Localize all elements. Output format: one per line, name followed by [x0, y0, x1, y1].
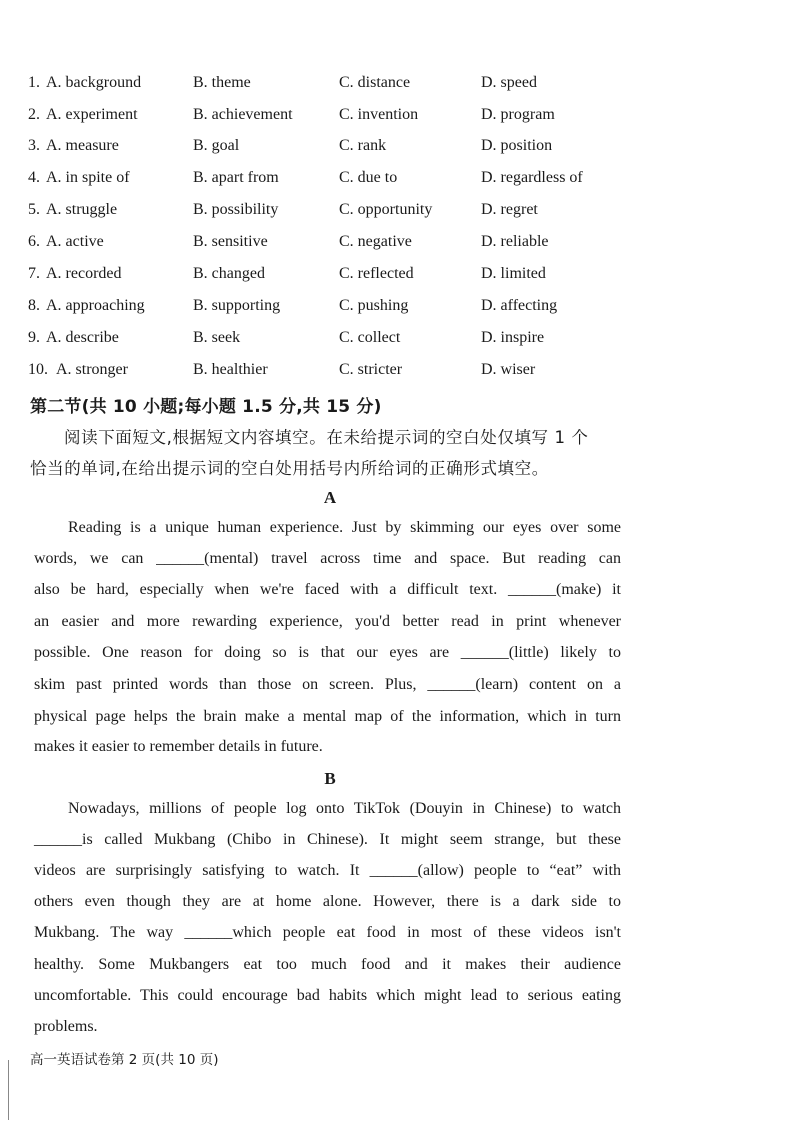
option-a: A. approaching — [46, 297, 145, 314]
passage-b-line: problems. — [34, 1018, 98, 1035]
question-number: 4. — [28, 169, 40, 186]
option-row-1 — [0, 74, 794, 98]
option-c: C. invention — [339, 106, 419, 123]
option-row-9 — [0, 329, 794, 353]
option-a: A. active — [46, 233, 104, 250]
option-c: C. due to — [339, 169, 398, 186]
option-d: D. reliable — [481, 233, 549, 250]
option-d: D. position — [481, 137, 553, 154]
question-number: 7. — [28, 265, 40, 282]
option-a: A. describe — [46, 329, 119, 346]
option-row-2 — [0, 106, 794, 130]
option-b: B. apart from — [193, 169, 279, 186]
option-b: B. supporting — [193, 297, 281, 314]
passage-b-line: Nowadays, millions of people log onto TikTok (Douyin in Chinese) to watch — [68, 800, 621, 817]
passage-b-line: others even though they are at home alone. However, there is a dark side to — [34, 893, 621, 910]
passage-a-line: an easier and more rewarding experience, you'd better read in print whenever — [34, 613, 621, 630]
page-footer: 高一英语试卷第 2 页(共 10 页) — [30, 1052, 219, 1068]
option-row-8 — [0, 297, 794, 321]
section-instruction-line-2: 恰当的单词,在给出提示词的空白处用括号内所给词的正确形式填空。 — [30, 459, 549, 478]
option-b: B. seek — [193, 329, 241, 346]
option-d: D. regardless of — [481, 169, 583, 186]
question-number: 3. — [28, 137, 40, 154]
option-c: C. stricter — [339, 361, 403, 378]
section-title: 第二节(共 10 小题;每小题 1.5 分,共 15 分) — [30, 397, 382, 417]
question-number: 6. — [28, 233, 40, 250]
option-d: D. wiser — [481, 361, 536, 378]
passage-a-line: makes it easier to remember details in future. — [34, 738, 323, 755]
option-b: B. sensitive — [193, 233, 268, 250]
question-number: 1. — [28, 74, 40, 91]
option-a: A. measure — [46, 137, 119, 154]
passage-b-line: ______is called Mukbang (Chibo in Chinese). It might seem strange, but these — [34, 831, 621, 848]
option-c: C. collect — [339, 329, 401, 346]
passage-b-line: videos are surprisingly satisfying to watch. It ______(allow) people to “eat” with — [34, 862, 621, 879]
option-d: D. regret — [481, 201, 538, 218]
passage-b-line: healthy. Some Mukbangers eat too much food and it makes their audience — [34, 956, 621, 973]
passage-a-line: skim past printed words than those on screen. Plus, ______(learn) content on a — [34, 676, 621, 693]
option-b: B. theme — [193, 74, 251, 91]
option-b: B. possibility — [193, 201, 279, 218]
passage-a-line: possible. One reason for doing so is that our eyes are ______(little) likely to — [34, 644, 621, 661]
passage-b-line: uncomfortable. This could encourage bad habits which might lead to serious eating — [34, 987, 621, 1004]
passage-b-line: Mukbang. The way ______which people eat food in most of these videos isn't — [34, 924, 621, 941]
option-c: C. reflected — [339, 265, 414, 282]
question-number: 5. — [28, 201, 40, 218]
option-row-5 — [0, 201, 794, 225]
passage-a-heading: A — [323, 488, 337, 507]
option-d: D. program — [481, 106, 555, 123]
option-c: C. rank — [339, 137, 387, 154]
option-c: C. pushing — [339, 297, 409, 314]
option-a: A. struggle — [46, 201, 118, 218]
passage-a-line: Reading is a unique human experience. Just by skimming our eyes over some — [68, 519, 621, 536]
option-b: B. goal — [193, 137, 240, 154]
question-number: 9. — [28, 329, 40, 346]
option-row-7 — [0, 265, 794, 289]
option-a: A. in spite of — [46, 169, 130, 186]
option-c: C. distance — [339, 74, 411, 91]
margin-rule — [8, 1060, 9, 1120]
option-c: C. opportunity — [339, 201, 433, 218]
option-a: A. background — [46, 74, 142, 91]
option-d: D. inspire — [481, 329, 545, 346]
option-c: C. negative — [339, 233, 412, 250]
option-d: D. affecting — [481, 297, 558, 314]
option-b: B. healthier — [193, 361, 268, 378]
option-row-3 — [0, 137, 794, 161]
passage-a-line: words, we can ______(mental) travel across time and space. But reading can — [34, 550, 621, 567]
passage-a-line: physical page helps the brain make a mental map of the information, which in turn — [34, 708, 621, 725]
question-number: 2. — [28, 106, 40, 123]
passage-b-heading: B — [324, 769, 336, 788]
option-row-10 — [0, 361, 794, 385]
passage-a-line: also be hard, especially when we're faced with a difficult text. ______(make) it — [34, 581, 621, 598]
option-a: A. stronger — [56, 361, 128, 378]
option-b: B. achievement — [193, 106, 293, 123]
section-instruction-line-1: 阅读下面短文,根据短文内容填空。在未给提示词的空白处仅填写 1 个 — [64, 428, 589, 447]
option-row-6 — [0, 233, 794, 257]
option-a: A. experiment — [46, 106, 138, 123]
option-a: A. recorded — [46, 265, 122, 282]
option-d: D. limited — [481, 265, 546, 282]
option-row-4 — [0, 169, 794, 193]
question-number: 8. — [28, 297, 40, 314]
question-number: 10. — [28, 361, 48, 378]
option-b: B. changed — [193, 265, 265, 282]
option-d: D. speed — [481, 74, 537, 91]
